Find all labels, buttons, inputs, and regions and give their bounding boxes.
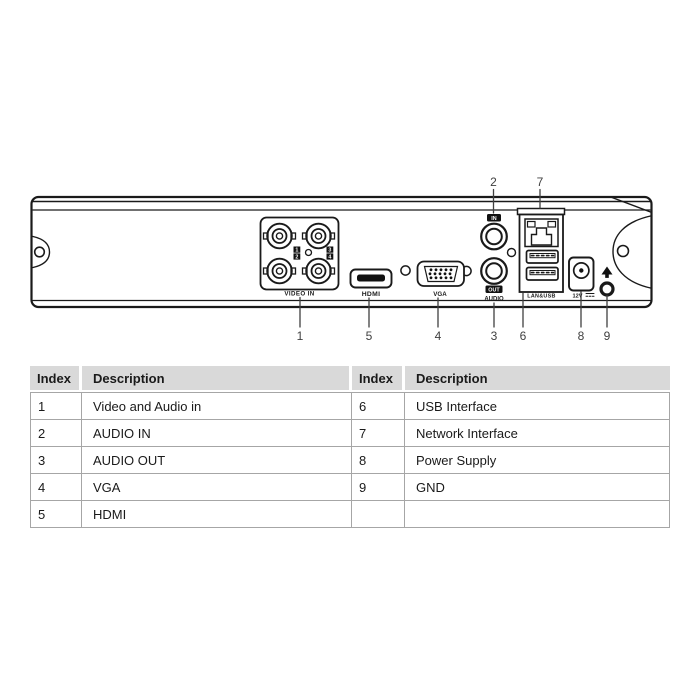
table-row (30, 420, 670, 447)
port-number-1: 1 (295, 247, 299, 254)
index-cell: 6 (352, 392, 405, 420)
video-in-label: VIDEO IN (284, 290, 315, 298)
description-cell: VGA (82, 474, 352, 501)
table-row (30, 474, 670, 501)
bnc-video-in-block (261, 218, 339, 298)
description-cell: Power Supply (405, 447, 670, 474)
power-label: 12V (572, 293, 583, 300)
table-row (30, 447, 670, 474)
description-cell: AUDIO IN (82, 420, 352, 447)
audio-in-badge-label: IN (491, 215, 497, 222)
description-cell: Video and Audio in (82, 392, 352, 420)
io-description-table (30, 366, 670, 528)
table-row (30, 501, 670, 528)
description-cell: AUDIO OUT (82, 447, 352, 474)
description-cell: USB Interface (405, 392, 670, 420)
table-row (30, 392, 670, 420)
hdmi-label: HDMI (361, 291, 381, 298)
index-cell: 7 (352, 420, 405, 447)
callout-number-5: 5 (365, 329, 373, 343)
callout-number-9: 9 (603, 329, 611, 343)
description-cell: Network Interface (405, 420, 670, 447)
callout-number-2: 2 (490, 175, 497, 189)
index-cell: 5 (30, 501, 82, 528)
callout-number-7: 7 (536, 175, 544, 189)
header-description-left: Description (82, 366, 352, 392)
callout-number-1: 1 (296, 329, 304, 343)
index-cell (352, 501, 405, 528)
screw-hole-right (618, 246, 629, 257)
index-cell: 1 (30, 392, 82, 420)
index-cell: 3 (30, 447, 82, 474)
callout-number-6: 6 (519, 329, 527, 343)
index-cell: 9 (352, 474, 405, 501)
port-number-2: 2 (295, 254, 299, 261)
lan-usb-block (518, 209, 565, 300)
port-number-3: 3 (328, 247, 332, 254)
callout-number-8: 8 (577, 329, 585, 343)
description-cell (405, 501, 670, 528)
index-cell: 2 (30, 420, 82, 447)
port-number-4: 4 (328, 254, 332, 261)
screw-hole-left (35, 247, 45, 257)
callout-number-4: 4 (434, 329, 442, 343)
audio-label: AUDIO (484, 296, 504, 303)
header-index-left: Index (30, 366, 82, 392)
header-description-right: Description (405, 366, 670, 392)
index-cell: 8 (352, 447, 405, 474)
table-header-row (30, 366, 670, 392)
header-index-right: Index (352, 366, 405, 392)
index-cell: 4 (30, 474, 82, 501)
description-cell: GND (405, 474, 670, 501)
vga-label: VGA (433, 291, 447, 298)
callout-number-3: 3 (490, 329, 498, 343)
lan-usb-label: LAN&USB (527, 293, 556, 300)
audio-out-badge-label: OUT (488, 287, 500, 294)
description-cell: HDMI (82, 501, 352, 528)
